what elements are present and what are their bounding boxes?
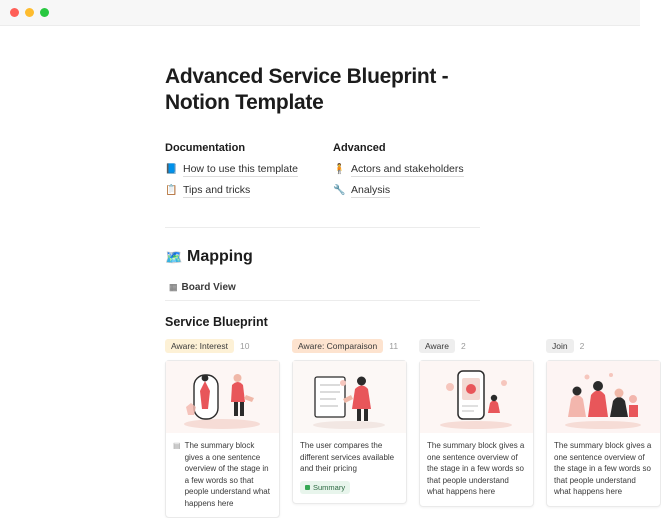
section-title: Mapping <box>187 248 253 265</box>
link-label: Analysis <box>351 184 391 196</box>
link-label: Tips and tricks <box>183 184 251 196</box>
kanban-board[interactable] <box>165 339 652 518</box>
documentation-heading: Documentation <box>165 142 246 154</box>
advanced-heading: Advanced <box>333 142 386 154</box>
card-count: 11 <box>389 341 399 351</box>
mirror-reflection-illustration <box>166 361 279 433</box>
status-badge: Aware: Comparaison <box>292 339 383 353</box>
checklist-comparison-illustration <box>293 361 406 433</box>
documentation-column <box>165 142 333 205</box>
link-label: How to use this template <box>183 163 298 175</box>
card-body <box>420 433 533 506</box>
mobile-phone-illustration <box>420 361 533 433</box>
map-icon: 🗺️ <box>165 249 183 265</box>
board-card[interactable] <box>419 360 534 507</box>
book-icon: 📘 <box>165 164 178 175</box>
minimize-window-icon[interactable] <box>25 8 34 17</box>
link-analysis[interactable] <box>333 184 533 198</box>
board-column-aware-comparaison <box>292 339 407 518</box>
status-badge: Join <box>546 339 574 353</box>
link-how-to-use-this-template[interactable] <box>165 163 333 177</box>
column-header[interactable] <box>546 339 661 353</box>
card-count: 2 <box>579 341 585 351</box>
person-icon: 🧍 <box>333 164 346 175</box>
close-window-icon[interactable] <box>10 8 19 17</box>
section-divider <box>165 227 480 228</box>
board-title: Service Blueprint <box>165 315 268 329</box>
card-body <box>166 433 279 517</box>
card-summary-text: The summary block gives a one sentence overview of the stage in a few words so that people understand what happens here <box>427 441 525 496</box>
tag-dot-icon <box>305 485 310 490</box>
maximize-window-icon[interactable] <box>40 8 49 17</box>
card-body <box>547 433 660 506</box>
tools-icon: 🔧 <box>333 185 346 196</box>
window-titlebar <box>0 0 640 26</box>
column-header[interactable] <box>419 339 534 353</box>
database-view-bar <box>165 280 480 301</box>
column-header[interactable] <box>292 339 407 353</box>
link-tips-and-tricks[interactable] <box>165 184 333 198</box>
page-content <box>165 26 652 518</box>
board-card[interactable] <box>292 360 407 504</box>
board-view-icon: ▦ <box>169 282 178 292</box>
notion-page <box>0 26 652 508</box>
board-column-aware-interest <box>165 339 280 518</box>
advanced-column <box>333 142 533 205</box>
document-icon: ▤ <box>173 441 181 450</box>
view-tab-label: Board View <box>181 282 236 293</box>
column-header[interactable] <box>165 339 280 353</box>
board-card[interactable] <box>165 360 280 518</box>
card-summary-text: The user compares the different services available and their pricing <box>300 441 395 473</box>
board-card[interactable] <box>546 360 661 507</box>
card-body <box>293 433 406 503</box>
link-label: Actors and stakeholders <box>351 163 464 175</box>
board-column-aware <box>419 339 534 518</box>
team-celebration-illustration <box>547 361 660 433</box>
tab-board-view[interactable] <box>165 280 240 295</box>
card-count: 10 <box>240 341 250 351</box>
card-summary-text: The summary block gives a one sentence overview of the stage in a few words so that people understand what happens here <box>554 441 652 496</box>
clipboard-icon: 📋 <box>165 185 178 196</box>
page-title: Advanced Service Blueprint - Notion Template <box>165 65 449 114</box>
tag-label: Summary <box>313 482 346 492</box>
link-columns <box>165 142 640 205</box>
card-tag-summary <box>300 481 350 494</box>
board-column-join <box>546 339 661 518</box>
status-badge: Aware <box>419 339 455 353</box>
mapping-section-heading <box>165 248 640 266</box>
status-badge: Aware: Interest <box>165 339 234 353</box>
card-count: 2 <box>460 341 466 351</box>
link-actors-and-stakeholders[interactable] <box>333 163 533 177</box>
card-summary-text: The summary block gives a one sentence overview of the stage in a few words so that people understand what happens here <box>184 441 270 508</box>
